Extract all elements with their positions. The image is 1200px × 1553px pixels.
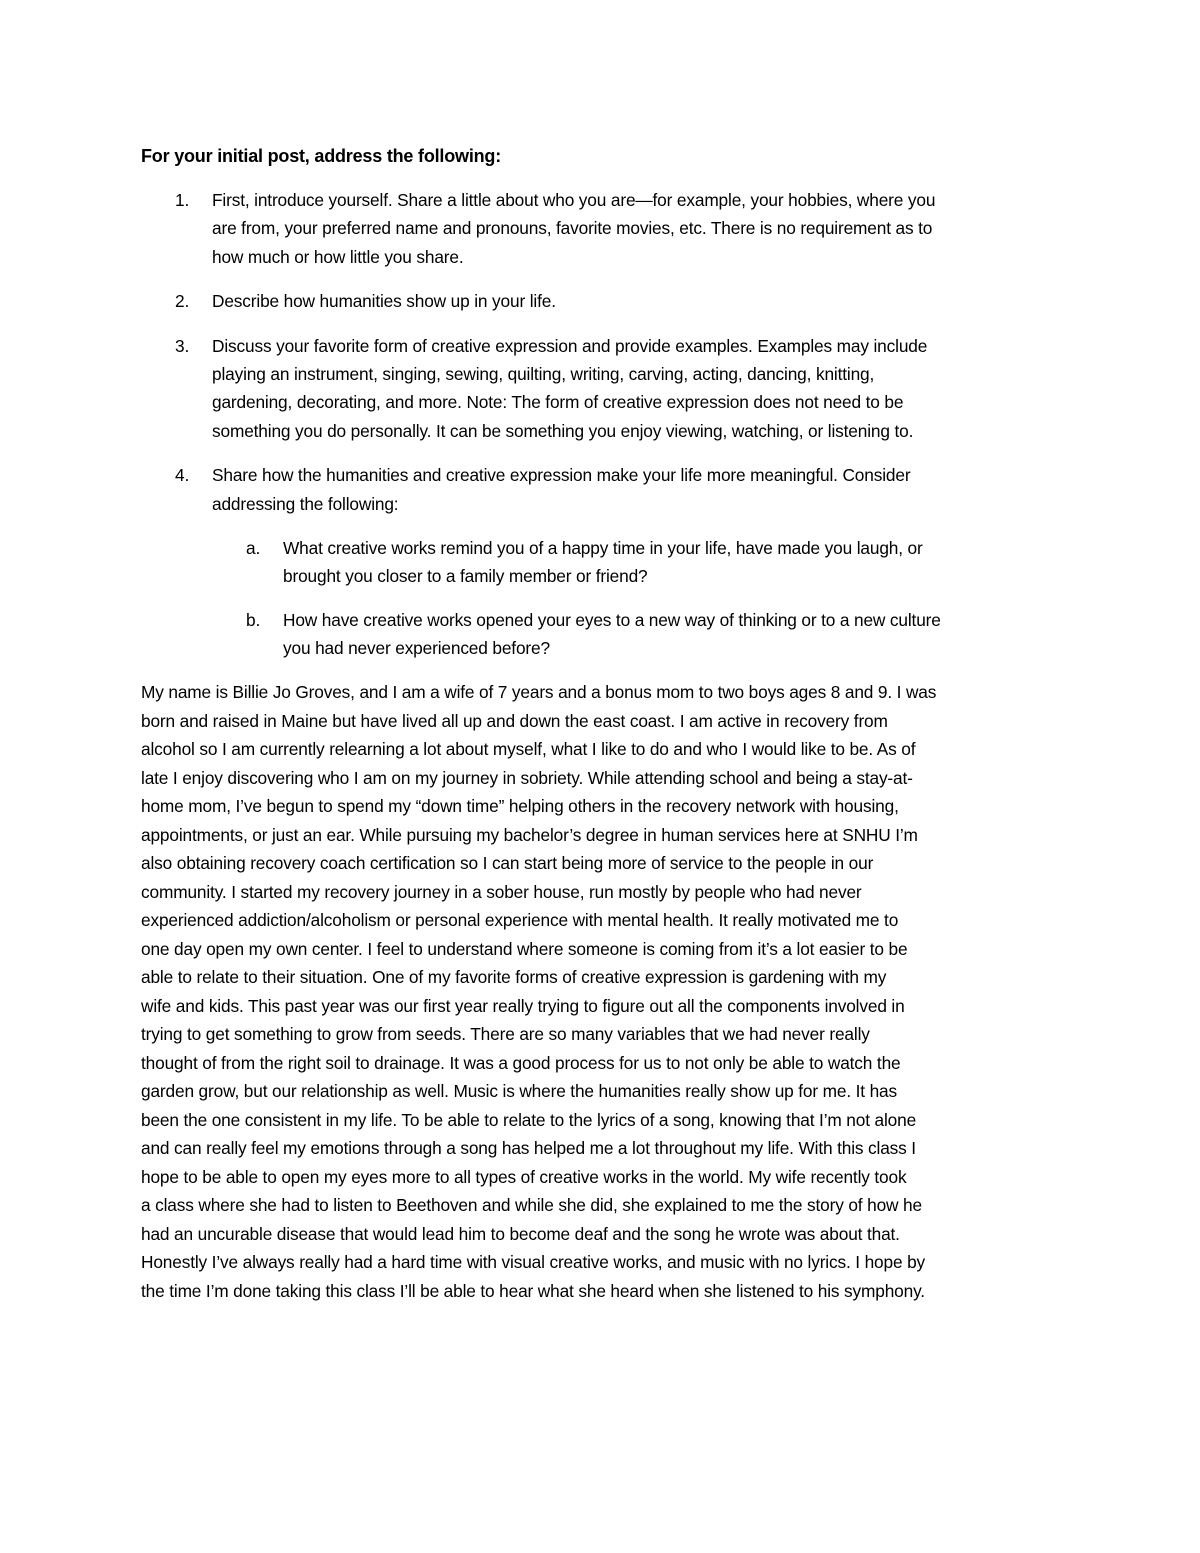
question-item [141,332,1101,446]
question-line: playing an instrument, singing, sewing, quilting, writing, carving, acting, dancing, knitting, [212,364,875,385]
question-number: 2. [175,291,190,312]
question-line: are from, your preferred name and pronouns, favorite movies, etc. There is no requirement as to [212,218,933,239]
question-list [141,186,1101,679]
response-line: also obtaining recovery coach certification so I can start being more of service to the people in our [141,853,874,873]
sub-question-line: you had never experienced before? [283,638,550,659]
sub-question-letter: a. [246,538,261,559]
response-line: and can really feel my emotions through a song has helped me a lot throughout my life. With this class I [141,1138,916,1158]
question-number: 1. [175,190,190,210]
response-line: had an uncurable disease that would lead him to become deaf and the song he wrote was about that. [141,1223,900,1244]
question-line: how much or how little you share. [212,246,464,267]
question-item [141,186,1101,271]
sub-question-line: What creative works remind you of a happy time in your life, have made you laugh, or [283,538,923,559]
response-line: the time I’m done taking this class I’ll be able to hear what she heard when she listened to his symphony. [141,1280,925,1301]
question-line: addressing the following: [212,493,399,514]
response-line: Honestly I’ve always really had a hard time with visual creative works, and music with no lyrics. I hope by [141,1252,926,1272]
response-line: My name is Billie Jo Groves, and I am a wife of 7 years and a bonus mom to two boys ages 8 and 9. I was [141,682,937,702]
question-line: gardening, decorating, and more. Note: The form of creative expression does not need to be [212,392,904,413]
response-line: a class where she had to listen to Beethoven and while she did, she explained to me the story of how he [141,1195,922,1215]
response-line: appointments, or just an ear. While pursuing my bachelor’s degree in human services here at SNHU I’m [141,824,918,845]
response-line: home mom, I’ve begun to spend my “down time” helping others in the recovery network with housing, [141,796,899,816]
response-line: community. I started my recovery journey in a sober house, run mostly by people who had never [141,881,862,902]
response-line: garden grow, but our relationship as well. Music is where the humanities really show up for me. It has [141,1081,898,1101]
question-line: Discuss your favorite form of creative expression and provide examples. Examples may include [212,335,928,356]
sub-question-list [212,534,1101,663]
sub-question-line: How have creative works opened your eyes to a new way of thinking or to a new culture [283,609,941,630]
response-line: experienced addiction/alcoholism or personal experience with mental health. It really motivated me to [141,910,899,930]
response-line: trying to get something to grow from seeds. There are so many variables that we had never really [141,1024,870,1044]
question-line: First, introduce yourself. Share a little about who you are—for example, your hobbies, where you [212,190,936,210]
question-item [141,287,1101,315]
question-item [141,461,1101,662]
sub-question-item [212,606,1101,663]
response-line: hope to be able to open my eyes more to all types of creative works in the world. My wife recently took [141,1166,907,1187]
response-line: wife and kids. This past year was our first year really trying to figure out all the components involved in [141,995,905,1016]
response-line: able to relate to their situation. One of my favorite forms of creative expression is gardening with my [141,967,887,987]
response-paragraph [141,678,1101,1305]
sub-question-letter: b. [246,609,261,630]
question-line: something you do personally. It can be something you enjoy viewing, watching, or listening to. [212,420,914,441]
response-line: thought of from the right soil to drainage. It was a good process for us to not only be able to watch the [141,1052,901,1073]
question-number: 3. [175,335,190,356]
sub-question-line: brought you closer to a family member or friend? [283,566,648,587]
prompt-heading: For your initial post, address the following: [141,146,502,166]
response-line: late I enjoy discovering who I am on my journey in sobriety. While attending school and being a stay-at- [141,767,913,788]
response-line: alcohol so I am currently relearning a lot about myself, what I like to do and who I would like to be. As of [141,739,916,759]
question-number: 4. [175,465,190,486]
response-line: born and raised in Maine but have lived all up and down the east coast. I am active in recovery from [141,710,888,731]
response-line: one day open my own center. I feel to understand where someone is coming from it’s a lot easier to be [141,938,908,959]
response-line: been the one consistent in my life. To be able to relate to the lyrics of a song, knowing that I’m not alone [141,1109,917,1130]
question-line: Share how the humanities and creative expression make your life more meaningful. Consider [212,465,911,486]
sub-question-item [212,534,1101,591]
question-line: Describe how humanities show up in your life. [212,291,556,312]
